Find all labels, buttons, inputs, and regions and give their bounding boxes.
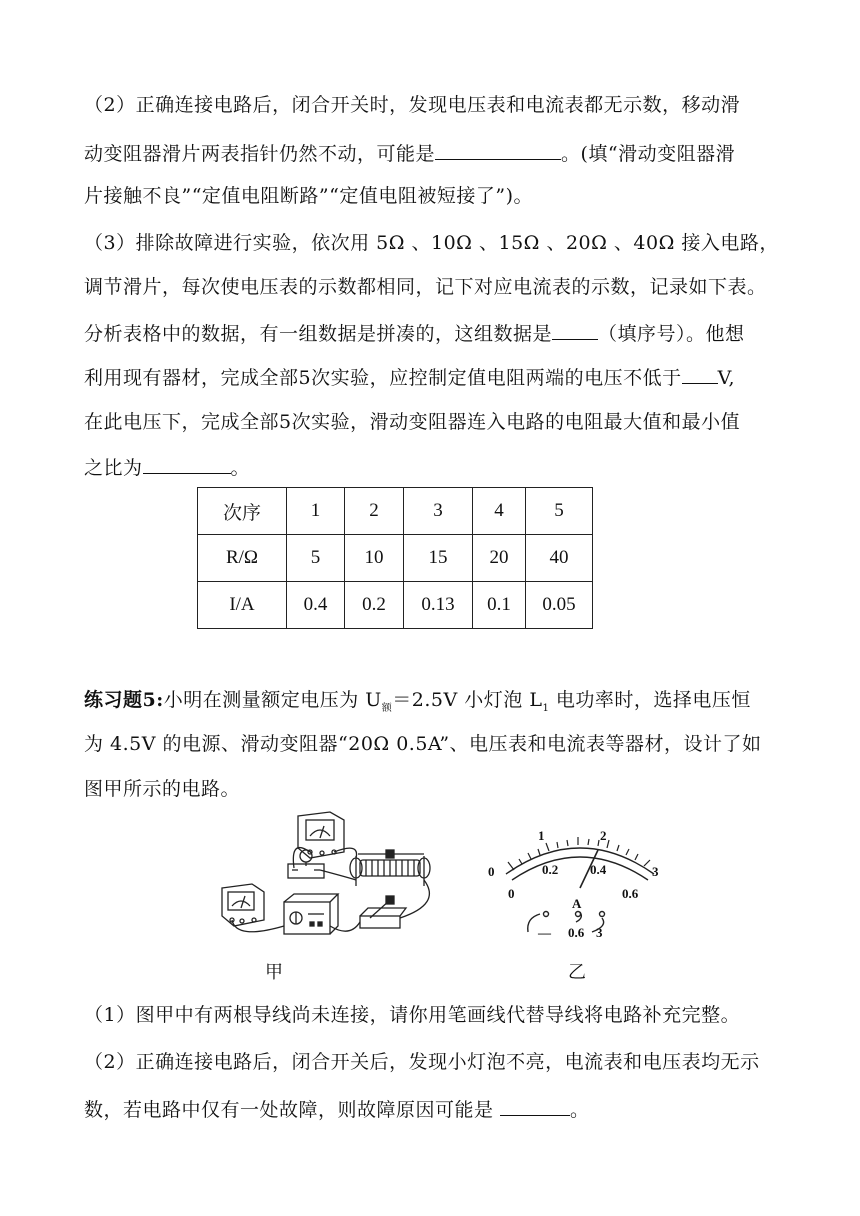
rheostat-icon <box>350 850 430 886</box>
text-line: （2）正确连接电路后，闭合开关后，发现小灯泡不亮，电流表和电压表均无示 <box>84 1051 760 1073</box>
text-line: 之比为 。 <box>84 457 251 479</box>
exercise-5-line-1: 练习题5:小明在测量额定电压为 $U_额=2.5V$ 小灯泡 $L_1$ 电功率时，选择电压恒 <box>84 689 751 714</box>
text-line: 数，若电路中仅有一处故障，则故障原因可能是 。 <box>84 1099 590 1121</box>
table-cell: I/A <box>198 582 287 629</box>
dial-label: 1 <box>538 828 545 843</box>
table-cell: 5 <box>287 535 345 582</box>
table-cell: R/Ω <box>198 535 287 582</box>
table-cell: 0.13 <box>404 582 473 629</box>
terminal-label: 3 <box>596 925 603 940</box>
text-line: （3）排除故障进行实验，依次用 5Ω 、10Ω 、15Ω 、20Ω 、40Ω 接入电路， <box>84 232 779 254</box>
text-line: （2）正确连接电路后，闭合开关时，发现电压表和电流表都无示数，移动滑 <box>84 94 741 116</box>
terminal-label: 0.6 <box>568 925 585 940</box>
text-line: 为 4.5V 的电源、滑动变阻器“20Ω 0.5A”、电压表和电流表等器材，设计了如 <box>84 733 762 755</box>
text-line: 分析表格中的数据，有一组数据是拼凑的，这组数据是 （填序号）。他想 <box>84 323 745 345</box>
dial-label: 3 <box>652 864 659 879</box>
text-line: 片接触不良”“定值电阻断路”“定值电阻被短接了”)。 <box>84 185 533 207</box>
dial-label: 0 <box>488 864 495 879</box>
table-cell: 2 <box>345 488 404 535</box>
table-cell: 15 <box>404 535 473 582</box>
text-line: 动变阻器滑片两表指针仍然不动，可能是 。(填“滑动变阻器滑 <box>84 143 736 165</box>
dial-label: 2 <box>600 828 607 843</box>
dial-label: 0.6 <box>622 886 639 901</box>
figure-caption-a: 甲 <box>265 962 283 983</box>
table-cell: 3 <box>404 488 473 535</box>
table-row <box>198 582 593 629</box>
data-table <box>197 487 593 629</box>
answer-blank[interactable] <box>552 321 598 340</box>
ammeter-dial-figure <box>480 822 680 946</box>
table-row <box>198 488 593 535</box>
table-row <box>198 535 593 582</box>
terminal-label: — <box>538 925 551 940</box>
table-cell: 20 <box>473 535 526 582</box>
exercise-label: 练习题5: <box>84 689 164 711</box>
dial-unit: A <box>572 896 582 911</box>
text-line: （1）图甲中有两根导线尚未连接，请你用笔画线代替导线将电路补充完整。 <box>84 1004 741 1026</box>
table-cell: 次序 <box>198 488 287 535</box>
table-cell: 0.4 <box>287 582 345 629</box>
ammeter-icon <box>222 884 264 926</box>
dial-label: 0.4 <box>590 862 607 877</box>
dial-label: 0 <box>508 886 515 901</box>
table-cell: 0.1 <box>473 582 526 629</box>
figure-caption-b: 乙 <box>568 962 586 983</box>
dial-label: 0.2 <box>542 862 559 877</box>
table-cell: 5 <box>526 488 593 535</box>
answer-blank[interactable] <box>435 141 561 160</box>
table-cell: 1 <box>287 488 345 535</box>
table-cell: 10 <box>345 535 404 582</box>
answer-blank[interactable] <box>682 365 718 384</box>
text-line: 在此电压下，完成全部5次实验，滑动变阻器连入电路的电阻最大值和最小值 <box>84 411 741 433</box>
battery-icon <box>284 894 338 934</box>
table-cell: 0.05 <box>526 582 593 629</box>
table-cell: 0.2 <box>345 582 404 629</box>
text-line: 调节滑片，每次使电压表的示数都相同，记下对应电流表的示数，记录如下表。 <box>84 276 767 298</box>
text-line: 图甲所示的电路。 <box>84 778 241 800</box>
switch-icon <box>360 896 406 928</box>
table-cell: 40 <box>526 535 593 582</box>
answer-blank[interactable] <box>143 455 231 474</box>
text-line: 利用现有器材，完成全部5次实验，应控制定值电阻两端的电压不低于 V, <box>84 367 736 389</box>
answer-blank[interactable] <box>500 1097 570 1116</box>
circuit-apparatus-figure <box>210 808 450 948</box>
table-cell: 4 <box>473 488 526 535</box>
